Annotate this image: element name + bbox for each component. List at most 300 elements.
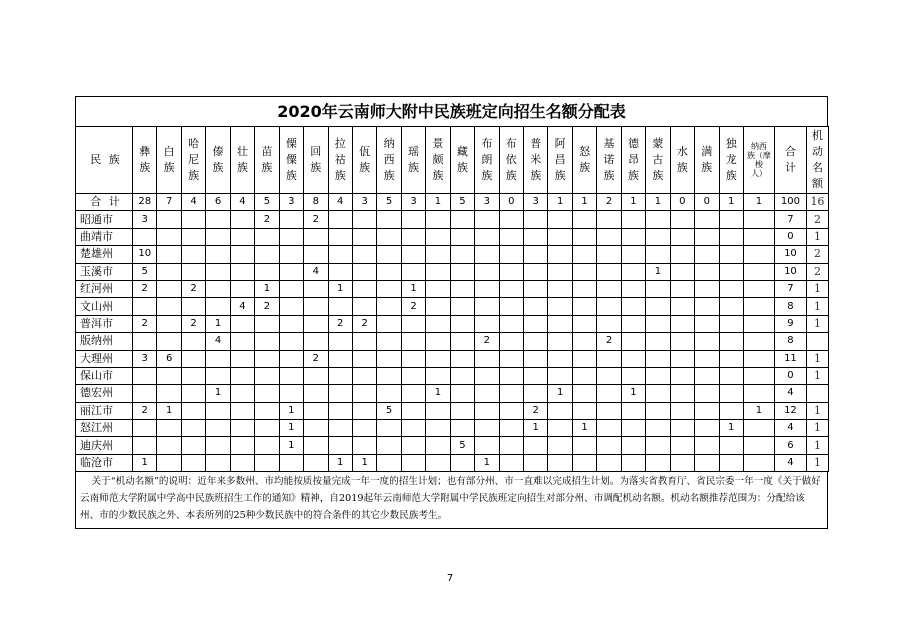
table-cell: 2	[328, 315, 352, 332]
table-cell	[572, 402, 596, 419]
header-char: 族	[310, 161, 322, 174]
header-char: 朗	[481, 153, 493, 166]
table-cell	[157, 420, 181, 437]
header-char: 傣	[212, 145, 224, 158]
table-cell	[328, 350, 352, 367]
table-cell	[548, 333, 572, 350]
table-cell	[646, 246, 670, 263]
header-char: 水	[676, 145, 688, 158]
row-total: 11	[774, 350, 806, 367]
header-char: 族	[432, 169, 444, 182]
header-char: 苗	[261, 145, 273, 158]
table-cell	[475, 228, 499, 245]
table-cell	[450, 333, 474, 350]
table-cell	[597, 350, 621, 367]
table-cell	[548, 228, 572, 245]
table-cell: 1	[646, 194, 670, 211]
table-cell	[328, 298, 352, 315]
table-cell	[450, 420, 474, 437]
table-cell	[621, 454, 645, 471]
header-ethnic-group	[157, 127, 181, 194]
header-char: 族	[579, 161, 591, 174]
header-char: 依	[505, 153, 517, 166]
table-row	[76, 350, 829, 367]
row-label: 玉溪市	[76, 263, 133, 280]
table-cell	[255, 350, 279, 367]
row-jidong: 2	[806, 211, 828, 228]
table-cell: 1	[524, 420, 548, 437]
quota-table	[75, 126, 829, 472]
table-cell	[646, 402, 670, 419]
table-cell: 1	[426, 385, 450, 402]
table-cell: 1	[719, 420, 743, 437]
header-char: 族	[554, 169, 566, 182]
table-cell	[621, 211, 645, 228]
row-label: 曲靖市	[76, 228, 133, 245]
table-cell	[255, 246, 279, 263]
table-cell	[401, 228, 425, 245]
header-char: 族	[530, 169, 542, 182]
table-cell	[548, 367, 572, 384]
header-char: 机	[811, 129, 823, 142]
table-row	[76, 454, 829, 471]
header-ethnic-group	[352, 127, 376, 194]
header-char: 族	[163, 161, 175, 174]
row-jidong: 1	[806, 228, 828, 245]
table-cell	[646, 333, 670, 350]
table-cell: 8	[304, 194, 328, 211]
table-cell	[426, 246, 450, 263]
header-char: 米	[530, 153, 542, 166]
table-cell	[279, 246, 303, 263]
table-cell: 4	[328, 194, 352, 211]
row-jidong: 1	[806, 315, 828, 332]
table-cell	[279, 315, 303, 332]
row-label: 合 计	[76, 194, 133, 211]
row-label: 文山州	[76, 298, 133, 315]
row-total: 6	[774, 437, 806, 454]
table-cell	[499, 246, 523, 263]
table-cell	[450, 454, 474, 471]
row-total: 4	[774, 385, 806, 402]
table-cell	[670, 420, 694, 437]
table-cell	[450, 280, 474, 297]
header-char: 藏	[456, 145, 468, 158]
table-cell	[230, 454, 254, 471]
table-cell	[548, 246, 572, 263]
table-cell: 2	[401, 298, 425, 315]
table-cell	[352, 211, 376, 228]
table-cell	[524, 246, 548, 263]
table-cell	[401, 454, 425, 471]
table-cell	[719, 263, 743, 280]
row-jidong: 1	[806, 298, 828, 315]
table-cell: 4	[230, 298, 254, 315]
table-cell	[255, 333, 279, 350]
header-char: 祜	[334, 153, 346, 166]
header-ethnic-group	[695, 127, 719, 194]
table-cell	[157, 228, 181, 245]
table-cell	[548, 298, 572, 315]
table-cell	[230, 263, 254, 280]
header-ethnic-group	[743, 127, 774, 194]
table-cell	[695, 246, 719, 263]
row-jidong: 1	[806, 402, 828, 419]
table-row	[76, 315, 829, 332]
row-label: 保山市	[76, 367, 133, 384]
header-char: 龙	[725, 153, 737, 166]
table-cell	[279, 211, 303, 228]
table-cell: 1	[279, 420, 303, 437]
table-cell: 1	[475, 454, 499, 471]
table-cell: 5	[450, 194, 474, 211]
table-cell	[475, 420, 499, 437]
table-cell: 0	[670, 194, 694, 211]
row-label: 版纳州	[76, 333, 133, 350]
table-cell	[426, 263, 450, 280]
table-cell	[719, 280, 743, 297]
note-text: 关于“机动名额”的说明：近年来多数州、市均能按质按量完成一年一度的招生计划；也有部分州、市一直难以完成招生计划。为落实省教育厅、省民宗委一年一度《关于做好云南师范大学附属中学高中民族班招生工作的通知》精神，自2019起年云南师范大学附属中学民族班定向招生对部分州、市调配机动名额。机动名额推荐范围为：分配给该州、市的少数民族之外、本表所列的25种少数民族中的符合条件的其它少数民族考生。	[75, 472, 828, 529]
row-total: 4	[774, 454, 806, 471]
table-cell	[157, 385, 181, 402]
table-cell	[670, 437, 694, 454]
header-char: 布	[481, 137, 493, 150]
row-total: 8	[774, 298, 806, 315]
table-cell	[255, 263, 279, 280]
table-cell	[499, 315, 523, 332]
table-cell	[352, 437, 376, 454]
table-cell	[426, 454, 450, 471]
table-cell: 2	[133, 315, 157, 332]
table-cell	[621, 367, 645, 384]
table-cell	[450, 228, 474, 245]
header-char: 族	[505, 169, 517, 182]
table-cell: 6	[157, 350, 181, 367]
table-cell: 1	[206, 385, 230, 402]
header-char: 族	[627, 169, 639, 182]
header-char: 壮	[236, 145, 248, 158]
table-cell	[695, 420, 719, 437]
table-cell	[475, 280, 499, 297]
table-cell	[621, 246, 645, 263]
table-cell	[133, 298, 157, 315]
table-cell	[743, 350, 774, 367]
table-cell	[255, 437, 279, 454]
header-char: 族（摩	[746, 151, 771, 160]
table-cell	[181, 420, 205, 437]
table-cell	[646, 367, 670, 384]
table-cell	[695, 280, 719, 297]
table-cell	[621, 228, 645, 245]
row-total: 100	[774, 194, 806, 211]
table-cell: 4	[304, 263, 328, 280]
table-cell	[695, 298, 719, 315]
table-cell	[475, 246, 499, 263]
table-cell: 3	[133, 350, 157, 367]
table-cell	[401, 315, 425, 332]
table-cell	[255, 385, 279, 402]
table-cell	[230, 350, 254, 367]
table-cell	[743, 367, 774, 384]
table-cell	[524, 228, 548, 245]
table-cell	[279, 228, 303, 245]
table-cell: 0	[499, 194, 523, 211]
table-cell: 3	[279, 194, 303, 211]
table-cell	[328, 263, 352, 280]
table-cell: 2	[304, 350, 328, 367]
row-total: 8	[774, 333, 806, 350]
header-ethnic-group	[133, 127, 157, 194]
row-total: 10	[774, 263, 806, 280]
header-ethnic-group	[279, 127, 303, 194]
header-char: 族	[285, 169, 297, 182]
table-cell	[377, 211, 401, 228]
table-cell	[524, 437, 548, 454]
table-cell	[695, 315, 719, 332]
table-cell	[524, 280, 548, 297]
table-cell	[279, 298, 303, 315]
table-cell	[133, 367, 157, 384]
table-cell	[401, 350, 425, 367]
table-cell	[181, 263, 205, 280]
header-char: 布	[505, 137, 517, 150]
table-cell	[475, 367, 499, 384]
header-char: 阿	[554, 137, 566, 150]
table-cell	[475, 437, 499, 454]
table-cell	[255, 402, 279, 419]
table-cell	[695, 350, 719, 367]
header-char: 瑶	[408, 145, 420, 158]
table-cell	[695, 211, 719, 228]
table-cell	[499, 454, 523, 471]
table-cell	[597, 420, 621, 437]
header-char: 族	[701, 161, 713, 174]
table-cell	[181, 385, 205, 402]
table-cell	[646, 315, 670, 332]
table-cell	[352, 350, 376, 367]
table-cell	[230, 211, 254, 228]
table-cell	[181, 437, 205, 454]
table-cell	[230, 246, 254, 263]
table-cell	[597, 246, 621, 263]
table-cell	[157, 211, 181, 228]
header-char: 合	[784, 145, 796, 158]
table-cell	[719, 385, 743, 402]
table-cell	[328, 420, 352, 437]
table-cell	[646, 298, 670, 315]
table-cell	[328, 437, 352, 454]
table-cell	[572, 298, 596, 315]
table-cell	[597, 315, 621, 332]
table-cell	[695, 367, 719, 384]
table-cell	[719, 211, 743, 228]
header-char: 族	[456, 161, 468, 174]
header-ethnic-group	[524, 127, 548, 194]
table-cell	[499, 228, 523, 245]
header-char: 蒙	[652, 137, 664, 150]
table-cell	[230, 402, 254, 419]
table-cell	[475, 402, 499, 419]
table-cell: 10	[133, 246, 157, 263]
table-cell	[695, 437, 719, 454]
table-cell	[646, 385, 670, 402]
table-cell	[670, 263, 694, 280]
header-char: 族	[359, 161, 371, 174]
table-cell	[572, 385, 596, 402]
row-jidong: 1	[806, 280, 828, 297]
table-cell	[499, 211, 523, 228]
table-cell	[450, 350, 474, 367]
table-cell	[352, 246, 376, 263]
table-cell	[206, 367, 230, 384]
table-cell	[572, 263, 596, 280]
table-row	[76, 211, 829, 228]
table-cell	[572, 454, 596, 471]
table-cell	[328, 246, 352, 263]
row-total: 0	[774, 367, 806, 384]
table-cell	[597, 402, 621, 419]
table-cell	[695, 333, 719, 350]
table-cell	[621, 263, 645, 280]
table-cell	[475, 350, 499, 367]
table-cell	[206, 350, 230, 367]
row-total: 7	[774, 280, 806, 297]
table-cell	[646, 437, 670, 454]
table-cell: 3	[524, 194, 548, 211]
table-cell: 1	[646, 263, 670, 280]
table-cell: 5	[377, 402, 401, 419]
table-cell	[304, 246, 328, 263]
table-cell: 2	[255, 211, 279, 228]
header-ethnic-group	[597, 127, 621, 194]
table-cell	[548, 350, 572, 367]
table-cell	[352, 385, 376, 402]
table-cell	[328, 385, 352, 402]
table-row	[76, 263, 829, 280]
document	[75, 96, 828, 529]
table-row	[76, 333, 829, 350]
table-cell	[377, 385, 401, 402]
table-cell	[401, 211, 425, 228]
table-cell	[206, 454, 230, 471]
table-cell	[377, 367, 401, 384]
table-cell	[621, 315, 645, 332]
table-cell	[157, 315, 181, 332]
row-total: 7	[774, 211, 806, 228]
table-cell	[548, 263, 572, 280]
row-label: 昭通市	[76, 211, 133, 228]
header-char: 西	[383, 153, 395, 166]
header-ethnic-group	[670, 127, 694, 194]
table-cell	[230, 228, 254, 245]
table-cell	[743, 211, 774, 228]
table-cell	[206, 246, 230, 263]
table-cell	[499, 333, 523, 350]
table-cell	[719, 367, 743, 384]
table-cell	[133, 385, 157, 402]
header-char: 彝	[139, 145, 151, 158]
table-cell	[695, 454, 719, 471]
header-ethnic-group	[304, 127, 328, 194]
table-cell: 3	[352, 194, 376, 211]
table-cell	[157, 246, 181, 263]
table-cell: 1	[328, 280, 352, 297]
table-cell: 1	[719, 194, 743, 211]
table-cell	[255, 228, 279, 245]
row-total: 9	[774, 315, 806, 332]
row-label: 迪庆州	[76, 437, 133, 454]
header-ethnic-group	[328, 127, 352, 194]
table-cell	[670, 367, 694, 384]
table-cell	[743, 280, 774, 297]
table-cell	[304, 402, 328, 419]
table-cell	[499, 367, 523, 384]
table-cell	[695, 263, 719, 280]
table-cell	[499, 385, 523, 402]
table-cell	[450, 246, 474, 263]
table-cell	[352, 228, 376, 245]
row-jidong	[806, 333, 828, 350]
header-total	[774, 127, 806, 194]
table-cell	[206, 402, 230, 419]
header-char: 颇	[432, 153, 444, 166]
table-cell	[352, 402, 376, 419]
table-cell	[377, 298, 401, 315]
table-cell	[352, 420, 376, 437]
table-cell	[719, 454, 743, 471]
table-cell	[743, 385, 774, 402]
table-cell	[304, 454, 328, 471]
table-cell	[377, 228, 401, 245]
table-cell	[621, 350, 645, 367]
header-char: 独	[725, 137, 737, 150]
table-cell	[255, 367, 279, 384]
table-cell	[646, 454, 670, 471]
header-char: 族	[236, 161, 248, 174]
table-cell	[670, 246, 694, 263]
table-cell	[426, 228, 450, 245]
header-char: 尼	[188, 153, 200, 166]
table-cell	[401, 246, 425, 263]
table-cell: 28	[133, 194, 157, 211]
table-cell	[157, 437, 181, 454]
header-char: 族	[725, 169, 737, 182]
table-row	[76, 402, 829, 419]
table-cell: 2	[475, 333, 499, 350]
table-cell	[133, 333, 157, 350]
table-cell: 7	[157, 194, 181, 211]
table-cell	[255, 420, 279, 437]
row-jidong: 2	[806, 263, 828, 280]
table-cell: 2	[597, 333, 621, 350]
table-row	[76, 280, 829, 297]
table-cell	[304, 315, 328, 332]
page-number: 7	[446, 573, 454, 584]
table-cell: 1	[401, 280, 425, 297]
table-cell	[548, 420, 572, 437]
table-cell	[621, 437, 645, 454]
row-jidong: 1	[806, 437, 828, 454]
table-cell	[646, 228, 670, 245]
header-char: 哈	[188, 137, 200, 150]
table-cell	[426, 333, 450, 350]
table-cell: 1	[743, 402, 774, 419]
table-cell	[524, 315, 548, 332]
table-cell	[597, 298, 621, 315]
table-cell	[181, 246, 205, 263]
header-char: 昌	[554, 153, 566, 166]
table-cell	[572, 228, 596, 245]
